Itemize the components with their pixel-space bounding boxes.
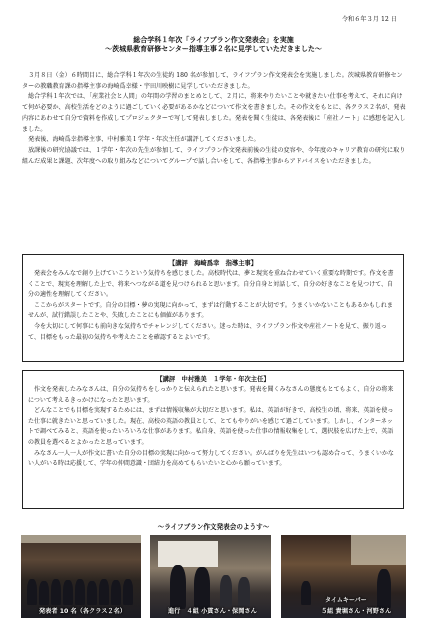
body-paragraph: 放課後の研究協議では、１学年・年次の先生が参加して、ライフプラン作文発表前後の生徒の変容や、今年度のキャリア教育の研究に取り組んだ成果と課題、次年度への取り組みなどについてグループで話し合いをして、各指導主事からアドバイスをいただきました。: [22, 146, 406, 165]
body-paragraph: 発表後、海崎爲幸指導主事、中村雅美１学年・年次主任が講評してくださいました。: [28, 136, 260, 144]
photo-emcees: [150, 535, 271, 618]
photo-presenters: [21, 535, 141, 618]
page-title: 総合学科１年次「ライフプラン作文発表会」を実施: [133, 35, 294, 44]
page-subtitle: ～茨城県教育研修センター指導主事２名に見学していただきました～: [105, 44, 322, 53]
body-paragraph: ３月８日（金）６時間目に、総合学科１年次の生徒約 180 名が参加して、ライフプラン作文発表会を実施しました。茨城県教育研修センターの教職教育課の指導主事の海崎爲幸様・宇田川映樹に見学していただきました。: [22, 72, 403, 90]
review-paragraph: 今を大切にして何事にも前向きな気持ちでチャレンジしてください。迷った時は、ライフプラン作文や産社ノートを見て、振り返って、目標をもった最初の気持ちや考えたことを確認するとよいです。: [28, 322, 387, 341]
photo-caption: ５組 貴堀さん・河野さん: [321, 608, 392, 615]
review-paragraph: 発表会をみんなで創り上げていこうという気持ちを感じました。高校時代は、夢と現実を重ね合わせていく重要な時期です。作文を書くことで、現実を理解した上で、将来へつながる道を見つけられると思います。自分自身と対話して、自分の好きなことを見つけて、自分の適性を理解してください。: [28, 270, 394, 299]
photo-caption: 発表者 10 名（各クラス２名）: [39, 608, 126, 615]
review-paragraph: みなさん一人一人が作文に書いた自分の目標の実現に向かって努力してください。がんばりを先生はいつも認め合って、うまくいかない人がいる時は応援して、学年の仲間意識・団結力を高めてもらいたいと心から願っています。: [28, 449, 394, 468]
date: 令和６年３月 12 日: [341, 16, 397, 23]
review-box-supervisor: [22, 254, 404, 362]
photo-timekeepers: [281, 535, 406, 618]
photos-title: ～ライフプラン作文発表会のようす～: [157, 523, 270, 531]
review-heading: 【講評 中村雅美 １学年・年次主任】: [156, 376, 270, 383]
photo-caption-role: タイムキーパー: [325, 597, 367, 604]
body-paragraph: 総合学科１年次では、「産業社会と人間」の年間の学習のまとめとして、２月に、将来やりたいことや就きたい仕事を考えて、それに向けて何が必要か、高校生活をどのように過ごしていく必要があるかなどについて作文を書きました。その作文をもとに、各クラス２名が、発表内容にあわせて自分で資料を作成してプロジェクターで写して発表しました。発表を聞く生徒は、各発表後に「産社ノート」に感想を記入しました。: [22, 93, 406, 133]
review-paragraph: どんなことでも目標を実現するためには、まずは情報収集が大切だと思います。私は、英語が好きで、高校生の頃、将来、英語を使った仕事に就きたいと思っていました。現在、高校の英語の教員として、とてもやりがいを感じて過ごしています。しかし、インターネットで調べてみると、英語を使ったいろいろな仕事があります。私自身、英語を使った仕事の情報収集をして、選択肢を広げた上で、英語の教員を選べるとよかったと思っています。: [28, 407, 394, 446]
review-paragraph: ここからがスタートです。自分の目標・夢の実現に向かって、まずは行動することが大切です。うまくいかないこともあるかもしれませんが、試行錯誤したことや、失敗したことにも価値があります。: [28, 301, 393, 320]
body-text: [22, 71, 406, 167]
photo-caption: 進行 ４組 小貫さん・保岡さん: [168, 608, 257, 615]
review-paragraph: 作文を発表したみなさんは、自分の気持ちをしっかりと伝えられたと思います。発表を聞くみなさんの態度もとてもよく、自分の将来について考えるきっかけになったと思います。: [28, 386, 394, 404]
review-box-grade-head: [22, 370, 404, 509]
review-heading: 【講評 海崎爲幸 指導主事】: [168, 260, 258, 267]
